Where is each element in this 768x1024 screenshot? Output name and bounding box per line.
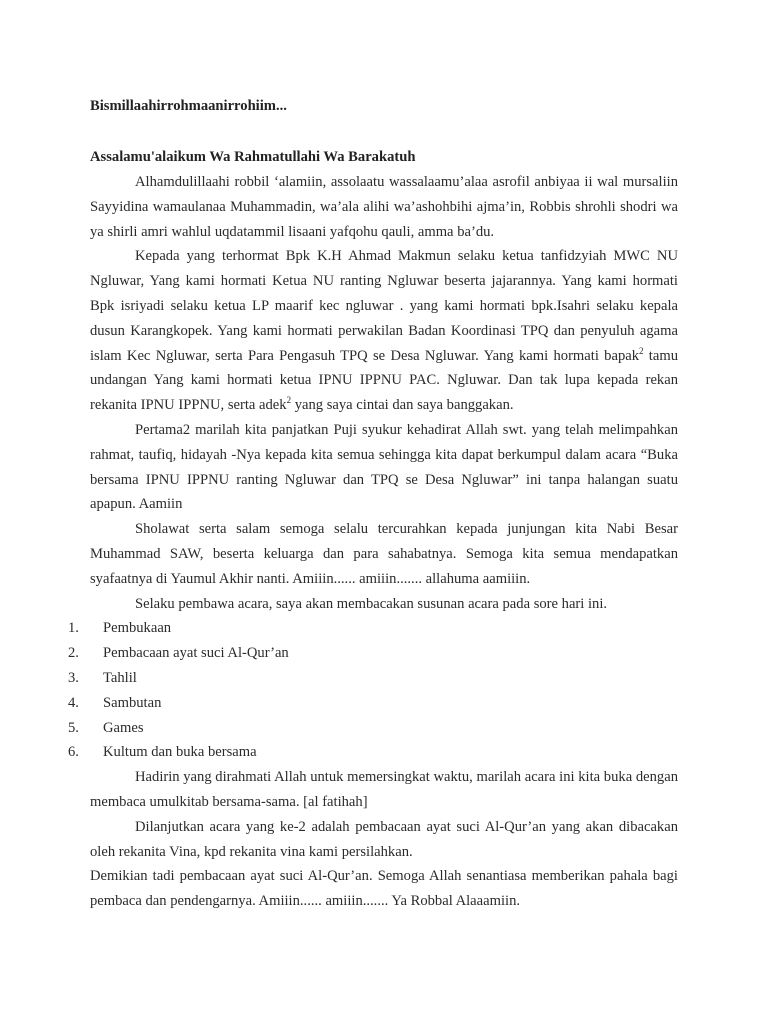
- superscript: 2: [639, 345, 644, 356]
- list-number: 5.: [68, 719, 79, 736]
- list-number: 1.: [68, 620, 79, 637]
- salam-heading: Assalamu'alaikum Wa Rahmatullahi Wa Barakatuh: [90, 149, 416, 165]
- agenda-list: [68, 616, 678, 765]
- superscript: 2: [286, 395, 292, 406]
- bismillah-heading: Bismillaahirrohmaanirrohiim...: [90, 98, 287, 114]
- list-text: Pembukaan: [103, 620, 172, 637]
- list-number: 4.: [68, 694, 79, 711]
- paragraph-opening-fatihah: Hadirin yang dirahmati Allah untuk memersingkat waktu, marilah acara ini kita buka dengan membaca umulkitab bersama-sama. [al fatihah]: [90, 769, 678, 810]
- list-text: Games: [103, 719, 144, 736]
- list-number: 2.: [68, 645, 79, 662]
- list-number: 3.: [68, 669, 79, 686]
- paragraph-greetings-end: yang saya cintai dan saya banggakan.: [291, 397, 514, 414]
- list-number: 6.: [68, 744, 79, 761]
- paragraph-agenda-intro: Selaku pembawa acara, saya akan membacakan susunan acara pada sore hari ini.: [135, 595, 608, 612]
- document-body: [68, 170, 678, 914]
- list-text: Tahlil: [103, 669, 137, 686]
- paragraph-greetings: [90, 244, 678, 418]
- paragraph-sholawat: Sholawat serta salam semoga selalu tercurahkan kepada junjungan kita Nabi Besar Muhammad SAW, beserta keluarga dan para sahabatnya. Semoga kita semua mendapatkan syafaatnya di Yaumul Akhir nanti. Amiiin...... amiiin....... allahuma aamiiin.: [90, 521, 678, 587]
- list-text: Sambutan: [103, 694, 162, 711]
- list-item: [68, 716, 678, 741]
- paragraph-greetings-start: Kepada yang terhormat Bpk K.H Ahmad Makmun selaku ketua tanfidzyiah MWC NU Ngluwar, Yang kami hormati Ketua NU ranting Ngluwar beserta jajarannya. Yang kami hormati Bpk isriyadi selaku ketua LP maarif kec ngluwar . yang kami hormati bpk.Isahri selaku kepala dusun Karangkopek. Yang kami hormati perwakilan Badan Koordinasi TPQ dan penyuluh agama islam Kec Ngluwar, serta Para Pengasuh TPQ se Desa Ngluwar. Yang kami hormati bapak: [90, 248, 678, 364]
- paragraph-gratitude: Pertama2 marilah kita panjatkan Puji syukur kehadirat Allah swt. yang telah melimpahkan rahmat, taufiq, hidayah -Nya kepada kita semua sehingga kita dapat berkumpul dalam acara “Buka bersama IPNU IPPNU ranting Ngluwar dan TPQ se Desa Ngluwar” ini tanpa halangan suatu apapun. Aamiin: [90, 421, 678, 513]
- list-text: Kultum dan buka bersama: [103, 744, 257, 761]
- list-text: Pembacaan ayat suci Al-Qur’an: [103, 645, 289, 662]
- paragraph-quran-reading: Dilanjutkan acara yang ke-2 adalah pembacaan ayat suci Al-Qur’an yang akan dibacakan oleh rekanita Vina, kpd rekanita vina kami persilahkan.: [90, 818, 678, 860]
- paragraph-closing: Demikian tadi pembacaan ayat suci Al-Qur’an. Semoga Allah senantiasa memberikan pahala bagi pembaca dan pendengarnya. Amiiin...... amiiin....... Ya Robbal Alaaamiin.: [90, 868, 678, 910]
- list-item: [68, 691, 678, 716]
- paragraph-greetings-mid: tamu undangan Yang kami hormati ketua IPNU IPPNU PAC. Ngluwar. Dan tak lupa kepada rekan rekanita IPNU IPPNU, serta adek: [90, 347, 678, 414]
- list-item: [68, 641, 678, 666]
- list-item: [68, 740, 678, 765]
- paragraph-hamdalah: Alhamdulillaahi robbil ‘alamiin, assolaatu wassalaamu’alaa asrofil anbiyaa ii wal mursaliin Sayyidina wamaulanaa Muhammadin, wa’ala alihi wa’ashohbihi ajma’in, Robbis shrohli shodri wa ya shirli amri wahlul uqdatammil lisaani yafqohu qauli, amma ba’du.: [90, 174, 678, 240]
- list-item: [68, 666, 678, 691]
- list-item: [68, 616, 678, 641]
